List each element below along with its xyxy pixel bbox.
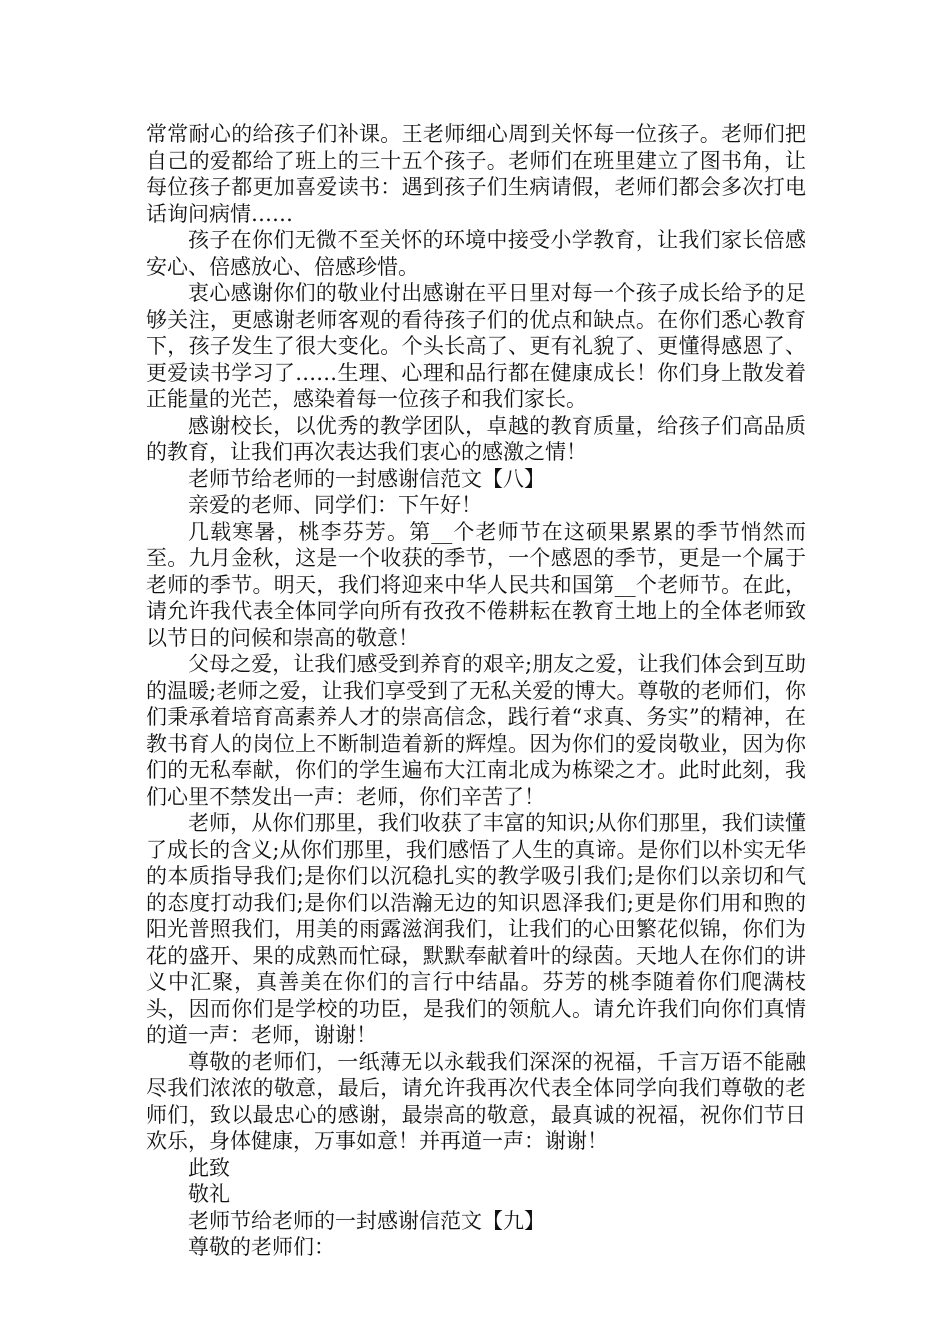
closing-jingli: 敬礼 (188, 1182, 230, 1206)
section-heading-nine: 老师节给老师的一封感谢信范文【九】 (188, 1208, 545, 1233)
paragraph-heartfelt-thanks: 衷心感谢你们的敬业付出感谢在平日里对每一个孩子成长给予的足够关注，更感谢老师客观的看待孩子们的优点和缺点。在你们悉心教育下，孩子发生了很大变化。个头长高了、更有礼貌了、更懂得感恩了、更爱读书学习了……生理、心理和品行都在健康成长！你们身上散发着正能量的光芒，感染着每一位孩子和我们家长。 (146, 281, 806, 411)
paragraph-thanks-principal: 感谢校长，以优秀的教学团队，卓越的教育质量，给孩子们高品质的教育，让我们再次表达我们衷心的感激之情！ (146, 413, 806, 464)
closing-cizhi: 此致 (188, 1155, 230, 1180)
paragraph-teachers-day-arrives: 几载寒暑，桃李芬芳。第__个老师节在这硕果累累的季节悄然而至。九月金秋，这是一个收获的季节，一个感恩的季节，更是一个属于老师的季节。明天，我们将迎来中华人民共和国第__个老师节。在此，请允许我代表全体同学向所有孜孜不倦耕耘在教育土地上的全体老师致以节日的问候和崇高的敬意！ (146, 519, 806, 650)
paragraph-closing-wishes: 尊敬的老师们，一纸薄无以永载我们深深的祝福，千言万语不能融尽我们浓浓的敬意，最后，请允许我再次代表全体同学向我们尊敬的老师们，致以最忠心的感谢，最崇高的敬意，最真诚的祝福，祝你们节日欢乐，身体健康，万事如意！并再道一声：谢谢！ (146, 1049, 806, 1153)
section-heading-eight: 老师节给老师的一封感谢信范文【八】 (188, 466, 545, 491)
document-body (146, 121, 806, 1261)
paragraph-what-we-learned: 老师，从你们那里，我们收获了丰富的知识;从你们那里，我们读懂了成长的含义;从你们那里，我们感悟了人生的真谛。是你们以朴实无华的本质指导我们;是你们以沉稳扎实的教学吸引我们;是你们以亲切和气的态度打动我们;是你们以浩瀚无边的知识恩泽我们;更是你们用和煦的阳光普照我们，用美的雨露滋润我们，让我们的心田繁花似锦，你们为花的盛开、果的成熟而忙碌，默默奉献着叶的绿茵。天地人在你们的讲义中汇聚，真善美在你们的言行中结晶。芬芳的桃李随着你们爬满枝头，因而你们是学校的功臣，是我们的领航人。请允许我们向你们真情的道一声：老师，谢谢！ (146, 811, 806, 1047)
paragraph-love-of-teachers: 父母之爱，让我们感受到养育的艰辛;朋友之爱，让我们体会到互助的温暖;老师之爱，让我们享受到了无私关爱的博大。尊敬的老师们，你们秉承着培育高素养人才的崇高信念，践行着“求真、务实”的精神，在教书育人的岗位上不断制造着新的辉煌。因为你们的爱岗敬业，因为你们的无私奉献，你们的学生遍布大江南北成为栋梁之才。此时此刻，我们心里不禁发出一声：老师，你们辛苦了！ (146, 652, 806, 809)
paragraph-continuation: 常常耐心的给孩子们补课。王老师细心周到关怀每一位孩子。老师们把自己的爱都给了班上的三十五个孩子。老师们在班里建立了图书角，让每位孩子都更加喜爱读书：遇到孩子们生病请假，老师们都会多次打电话询问病情…… (146, 122, 806, 226)
salutation-teachers-students: 亲爱的老师、同学们：下午好！ (188, 493, 482, 517)
salutation-respected-teachers: 尊敬的老师们： (188, 1235, 335, 1259)
paragraph-parents-reassured: 孩子在你们无微不至关怀的环境中接受小学教育，让我们家长倍感安心、倍感放心、倍感珍惜。 (146, 228, 806, 279)
